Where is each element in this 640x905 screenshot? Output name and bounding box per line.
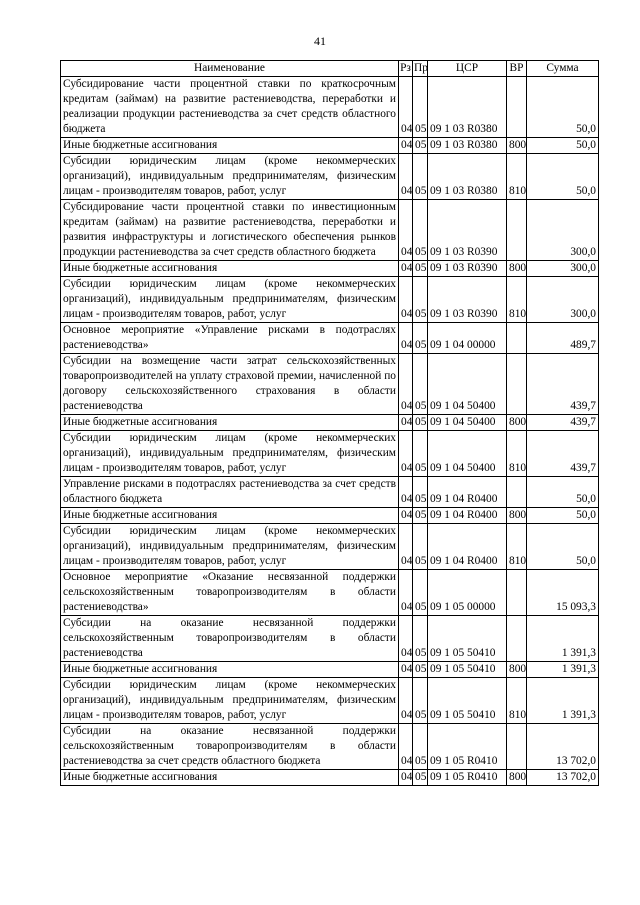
cell-rz: 04 (399, 154, 413, 200)
cell-name: Субсидии юридическим лицам (кроме некоммерческих организаций), индивидуальным предпринимателям, физическим лицам - производителям товаров, работ, услуг (61, 431, 399, 477)
cell-sum: 50,0 (527, 138, 599, 154)
table-row (61, 323, 599, 354)
cell-pr: 05 (413, 154, 428, 200)
header-sum: Сумма (527, 61, 599, 77)
page-number: 41 (314, 34, 326, 48)
table-row (61, 477, 599, 508)
cell-name: Субсидирование части процентной ставки по инвестиционным кредитам (займам) на развитие растениеводства, переработки и развития инфраструктуры и логистического обеспечения рынков продукции растениеводства за счет средств областного бюджета (61, 200, 399, 261)
cell-vr (507, 724, 527, 770)
header-vr: ВР (507, 61, 527, 77)
cell-name: Иные бюджетные ассигнования (61, 261, 399, 277)
cell-name: Субсидии юридическим лицам (кроме некоммерческих организаций), индивидуальным предпринимателям, физическим лицам - производителям товаров, работ, услуг (61, 154, 399, 200)
cell-vr: 810 (507, 431, 527, 477)
cell-rz: 04 (399, 724, 413, 770)
cell-rz: 04 (399, 354, 413, 415)
cell-rz: 04 (399, 415, 413, 431)
table-row (61, 662, 599, 678)
cell-name: Субсидии на оказание несвязанной поддержки сельскохозяйственным товаропроизводителям в области растениеводства за счет средств областного бюджета (61, 724, 399, 770)
cell-csr: 09 1 03 R0380 (428, 154, 507, 200)
cell-rz: 04 (399, 261, 413, 277)
cell-pr: 05 (413, 138, 428, 154)
cell-pr: 05 (413, 431, 428, 477)
cell-sum: 50,0 (527, 477, 599, 508)
cell-pr: 05 (413, 277, 428, 323)
table-row (61, 724, 599, 770)
table-row (61, 77, 599, 138)
cell-name: Иные бюджетные ассигнования (61, 508, 399, 524)
cell-rz: 04 (399, 770, 413, 786)
cell-csr: 09 1 05 R0410 (428, 724, 507, 770)
cell-name: Субсидирование части процентной ставки по краткосрочным кредитам (займам) на развитие растениеводства, переработки и реализации продукции растениеводства за счет средств областного бюджета (61, 77, 399, 138)
table-row (61, 200, 599, 261)
table-row (61, 431, 599, 477)
cell-vr (507, 354, 527, 415)
cell-vr (507, 200, 527, 261)
cell-csr: 09 1 03 R0390 (428, 261, 507, 277)
cell-pr: 05 (413, 616, 428, 662)
cell-csr: 09 1 03 R0390 (428, 200, 507, 261)
cell-rz: 04 (399, 77, 413, 138)
cell-name: Иные бюджетные ассигнования (61, 138, 399, 154)
cell-csr: 09 1 04 R0400 (428, 524, 507, 570)
table-row (61, 678, 599, 724)
table-row (61, 415, 599, 431)
cell-vr: 800 (507, 415, 527, 431)
cell-name: Иные бюджетные ассигнования (61, 662, 399, 678)
cell-sum: 50,0 (527, 508, 599, 524)
cell-csr: 09 1 04 50400 (428, 431, 507, 477)
cell-csr: 09 1 04 00000 (428, 323, 507, 354)
cell-sum: 50,0 (527, 154, 599, 200)
cell-csr: 09 1 04 R0400 (428, 477, 507, 508)
table-row (61, 524, 599, 570)
cell-pr: 05 (413, 415, 428, 431)
cell-csr: 09 1 03 R0390 (428, 277, 507, 323)
header-rz: Рз (399, 61, 413, 77)
cell-vr: 800 (507, 770, 527, 786)
cell-vr: 810 (507, 678, 527, 724)
cell-sum: 13 702,0 (527, 724, 599, 770)
cell-csr: 09 1 05 50410 (428, 678, 507, 724)
cell-csr: 09 1 03 R0380 (428, 138, 507, 154)
cell-csr: 09 1 05 R0410 (428, 770, 507, 786)
cell-pr: 05 (413, 662, 428, 678)
cell-vr (507, 477, 527, 508)
cell-sum: 1 391,3 (527, 662, 599, 678)
cell-sum: 300,0 (527, 261, 599, 277)
cell-vr (507, 616, 527, 662)
cell-csr: 09 1 05 00000 (428, 570, 507, 616)
cell-pr: 05 (413, 200, 428, 261)
cell-name: Основное мероприятие «Управление рисками в подотраслях растениеводства» (61, 323, 399, 354)
table-header-row (61, 61, 599, 77)
table-row (61, 261, 599, 277)
cell-rz: 04 (399, 277, 413, 323)
cell-pr: 05 (413, 323, 428, 354)
table-row (61, 616, 599, 662)
cell-vr: 800 (507, 138, 527, 154)
cell-vr: 800 (507, 508, 527, 524)
cell-pr: 05 (413, 678, 428, 724)
cell-name: Иные бюджетные ассигнования (61, 415, 399, 431)
cell-vr: 800 (507, 662, 527, 678)
table-row (61, 354, 599, 415)
table-row (61, 277, 599, 323)
budget-table (60, 60, 599, 786)
cell-rz: 04 (399, 477, 413, 508)
cell-rz: 04 (399, 678, 413, 724)
cell-rz: 04 (399, 616, 413, 662)
cell-sum: 439,7 (527, 431, 599, 477)
cell-csr: 09 1 04 R0400 (428, 508, 507, 524)
table-row (61, 570, 599, 616)
cell-vr (507, 323, 527, 354)
cell-sum: 439,7 (527, 354, 599, 415)
header-pr: Пр (413, 61, 428, 77)
cell-csr: 09 1 05 50410 (428, 616, 507, 662)
table-row (61, 138, 599, 154)
cell-vr: 810 (507, 154, 527, 200)
cell-sum: 300,0 (527, 277, 599, 323)
table-row (61, 508, 599, 524)
cell-rz: 04 (399, 570, 413, 616)
cell-name: Субсидии на оказание несвязанной поддержки сельскохозяйственным товаропроизводителям в области растениеводства (61, 616, 399, 662)
header-name: Наименование (61, 61, 399, 77)
cell-rz: 04 (399, 323, 413, 354)
table-row (61, 154, 599, 200)
cell-rz: 04 (399, 524, 413, 570)
cell-name: Субсидии на возмещение части затрат сельскохозяйственных товаропроизводителей на уплату страховой премии, начисленной по договору сельскохозяйственного страхования в области растениеводства (61, 354, 399, 415)
cell-pr: 05 (413, 524, 428, 570)
header-csr: ЦСР (428, 61, 507, 77)
cell-sum: 50,0 (527, 77, 599, 138)
cell-rz: 04 (399, 662, 413, 678)
cell-name: Субсидии юридическим лицам (кроме некоммерческих организаций), индивидуальным предпринимателям, физическим лицам - производителям товаров, работ, услуг (61, 678, 399, 724)
cell-vr: 800 (507, 261, 527, 277)
cell-sum: 489,7 (527, 323, 599, 354)
cell-rz: 04 (399, 138, 413, 154)
cell-name: Основное мероприятие «Оказание несвязанной поддержки сельскохозяйственным товаропроизводителям в области растениеводства» (61, 570, 399, 616)
cell-csr: 09 1 04 50400 (428, 415, 507, 431)
cell-sum: 1 391,3 (527, 616, 599, 662)
cell-name: Иные бюджетные ассигнования (61, 770, 399, 786)
cell-pr: 05 (413, 508, 428, 524)
cell-rz: 04 (399, 431, 413, 477)
table-body (61, 77, 599, 786)
cell-pr: 05 (413, 570, 428, 616)
cell-sum: 50,0 (527, 524, 599, 570)
cell-pr: 05 (413, 261, 428, 277)
cell-csr: 09 1 03 R0380 (428, 77, 507, 138)
cell-pr: 05 (413, 477, 428, 508)
cell-vr (507, 570, 527, 616)
cell-pr: 05 (413, 724, 428, 770)
cell-rz: 04 (399, 200, 413, 261)
cell-csr: 09 1 04 50400 (428, 354, 507, 415)
cell-sum: 439,7 (527, 415, 599, 431)
cell-pr: 05 (413, 354, 428, 415)
table-row (61, 770, 599, 786)
cell-vr (507, 77, 527, 138)
cell-sum: 300,0 (527, 200, 599, 261)
cell-name: Субсидии юридическим лицам (кроме некоммерческих организаций), индивидуальным предпринимателям, физическим лицам - производителям товаров, работ, услуг (61, 524, 399, 570)
cell-vr: 810 (507, 524, 527, 570)
cell-pr: 05 (413, 77, 428, 138)
cell-sum: 15 093,3 (527, 570, 599, 616)
cell-vr: 810 (507, 277, 527, 323)
cell-name: Управление рисками в подотраслях растениеводства за счет средств областного бюджета (61, 477, 399, 508)
cell-name: Субсидии юридическим лицам (кроме некоммерческих организаций), индивидуальным предпринимателям, физическим лицам - производителям товаров, работ, услуг (61, 277, 399, 323)
cell-rz: 04 (399, 508, 413, 524)
cell-sum: 1 391,3 (527, 678, 599, 724)
cell-csr: 09 1 05 50410 (428, 662, 507, 678)
cell-pr: 05 (413, 770, 428, 786)
cell-sum: 13 702,0 (527, 770, 599, 786)
